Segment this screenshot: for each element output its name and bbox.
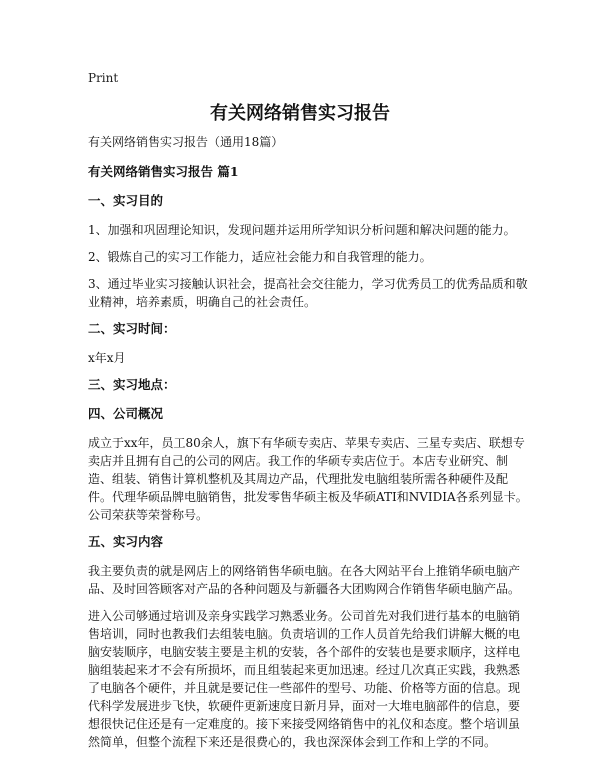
paragraph: 成立于xx年，员工80余人，旗下有华硕专卖店、苹果专卖店、三星专卖店、联想专卖店并且拥有自己的公司的网店。我工作的华硕专卖店位于。本店专业研究、制造、组装、销售计算机整机及其周边产品，代理批发电脑组装所需各种硬件及配件。代理华硕品牌电脑销售，批发零售华硕主板及华硕ATI和NVIDIA各系列显卡。公司荣获等荣誉称号。 [88, 436, 528, 522]
document-title: 有关网络销售实习报告 [210, 103, 390, 124]
paragraph: 我主要负责的就是网店上的网络销售华硕电脑。在各大网站平台上推销华硕电脑产品、及时回答顾客对产品的各种问题及与新疆各大团购网合作销售华硕电脑产品。 [88, 564, 521, 596]
heading-content: 五、实习内容 [88, 534, 164, 549]
heading-company: 四、公司概况 [88, 406, 164, 421]
paragraph: 2、锻炼自己的实习工作能力，适应社会能力和自我管理的能力。 [88, 250, 432, 264]
document-body [88, 133, 528, 760]
document-subtitle: 有关网络销售实习报告（通用18篇） [88, 135, 284, 149]
heading-time: 二、实习时间： [88, 321, 176, 336]
heading-purpose: 一、实习目的 [88, 193, 164, 208]
paragraph: 1、加强和巩固理论知识，发现问题并运用所学知识分析问题和解决问题的能力。 [88, 223, 516, 237]
paragraph: x年x月 [88, 351, 126, 365]
heading-location: 三、实习地点： [88, 377, 176, 392]
section-title: 有关网络销售实习报告 篇1 [88, 164, 239, 179]
print-label[interactable]: Print [88, 71, 119, 85]
paragraph: 3、通过毕业实习接触认识社会，提高社会交往能力，学习优秀员工的优秀品质和敬业精神，培养素质，明确自己的社会责任。 [88, 277, 528, 309]
paragraph: 进入公司够通过培训及亲身实践学习熟悉业务。公司首先对我们进行基本的电脑销售培训，同时也教我们去组装电脑。负责培训的工作人员首先给我们讲解大概的电脑安装顺序，电脑安装主要是主机的安装，各个部件的安装也是要求顺序，这样电脑组装起来才不会有所损坏，而且组装起来更加迅速。经过几次真正实践，我熟悉了电脑各个硬件，并且就是要记住一些部件的型号、功能、价格等方面的信息。现代科学发展进步飞快，软硬件更新速度日新月异，面对一大堆电脑部件的信息，要想很快记住还是有一定难度的。接下来接受网络销售中的礼仪和态度。整个培训虽然简单，但整个流程下来还是很费心的，我也深深体会到工作和上学的不同。 [88, 609, 521, 749]
